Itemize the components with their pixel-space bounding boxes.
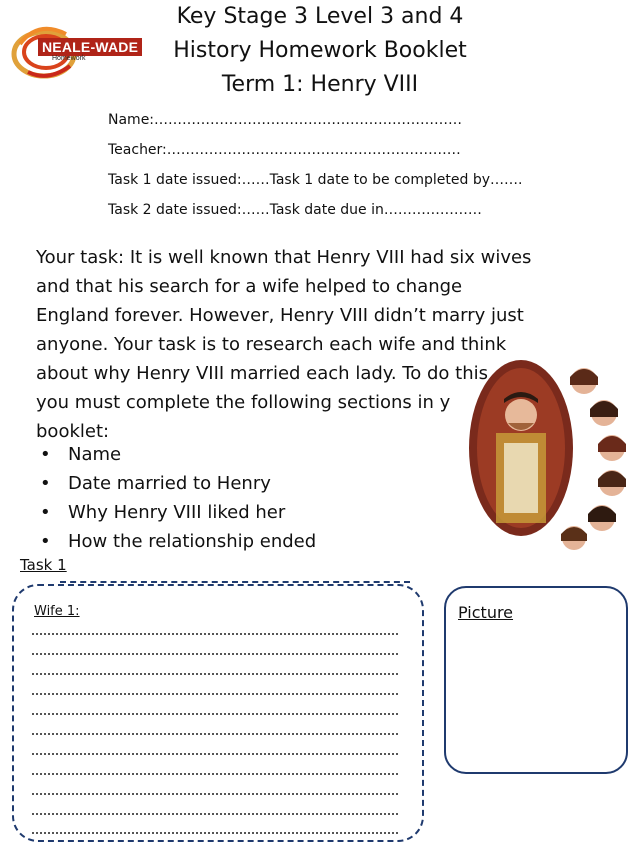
title-line-2: History Homework Booklet: [173, 38, 467, 63]
answer-line[interactable]: [32, 693, 398, 695]
bullet-item: [40, 469, 316, 498]
title-line-3: Term 1: Henry VIII: [221, 72, 419, 97]
answer-line[interactable]: [32, 633, 398, 635]
task-line-7: booklet:: [36, 421, 110, 442]
bullet-item: [40, 527, 316, 556]
title-line-1: Key Stage 3 Level 3 and 4: [176, 4, 464, 29]
logo-subtext: Homework: [52, 55, 86, 62]
task-line-5: about why Henry VIII married each lady. To do this: [36, 363, 488, 384]
task-line-3: England forever. However, Henry VIII didn’t marry just: [36, 305, 524, 326]
bullet-text: Why Henry VIII liked her: [68, 502, 286, 523]
name-field[interactable]: Name:…………………………………………………………: [108, 112, 463, 128]
answer-line[interactable]: [32, 832, 398, 834]
wife-box-dashed-top: [60, 581, 410, 583]
answer-line[interactable]: [32, 713, 398, 715]
bullet-text: How the relationship ended: [68, 531, 317, 552]
bullet-dot-icon: •: [40, 444, 51, 465]
henry-wives-portrait: [466, 353, 634, 553]
answer-line[interactable]: [32, 733, 398, 735]
bullet-text: Name: [68, 444, 122, 465]
wife-label: Wife 1:: [34, 604, 80, 619]
teacher-field[interactable]: Teacher:………………………………………………………: [108, 142, 461, 158]
bullet-dot-icon: •: [40, 502, 51, 523]
bullet-item: [40, 498, 316, 527]
bullet-list: [40, 440, 316, 556]
answer-line[interactable]: [32, 653, 398, 655]
bullet-dot-icon: •: [40, 531, 51, 552]
bullet-dot-icon: •: [40, 473, 51, 494]
answer-line[interactable]: [32, 673, 398, 675]
bullet-item: [40, 440, 316, 469]
task-line-4: anyone. Your task is to research each wife and think: [36, 334, 507, 355]
task1-dates-field[interactable]: Task 1 date issued:……Task 1 date to be completed by…….: [108, 172, 523, 188]
task2-dates-field[interactable]: Task 2 date issued:……Task date due in…………………: [108, 202, 482, 218]
answer-line[interactable]: [32, 793, 398, 795]
task-line-2: and that his search for a wife helped to change: [36, 276, 463, 297]
answer-line[interactable]: [32, 753, 398, 755]
logo-text: NEALE-WADE: [38, 38, 142, 56]
answer-line[interactable]: [32, 813, 398, 815]
task-line-1: Your task: It is well known that Henry VIII had six wives: [36, 247, 532, 268]
answer-line[interactable]: [32, 773, 398, 775]
task-line-6: you must complete the following sections in y: [36, 392, 451, 413]
picture-label: Picture: [458, 603, 514, 622]
bullet-text: Date married to Henry: [68, 473, 271, 494]
task1-heading: Task 1: [20, 556, 67, 574]
